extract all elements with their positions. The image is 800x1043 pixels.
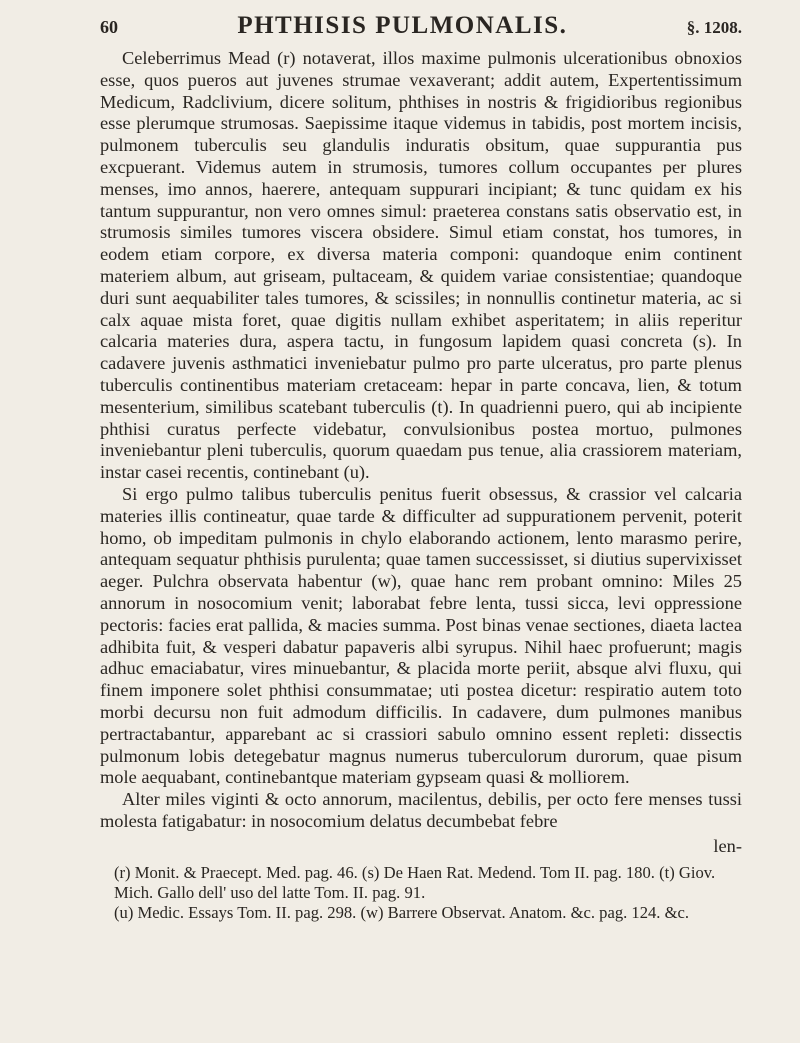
- paragraph: Alter miles viginti & octo annorum, macilentus, debilis, per octo fere menses tussi molesta fatigabatur: in nosocomium delatus decumbebat febre: [100, 789, 742, 831]
- section-number: §. 1208.: [686, 18, 742, 37]
- page-number: 60: [100, 17, 118, 37]
- page-header: [100, 12, 742, 48]
- running-title: PHTHISIS PULMONALIS.: [237, 12, 568, 39]
- footnotes: [100, 863, 742, 923]
- footnote: (r) Monit. & Praecept. Med. pag. 46. (s) De Haen Rat. Medend. Tom II. pag. 180. (t) Giov. Mich. Gallo dell' uso del latte Tom. II. pag. 91.: [114, 862, 716, 902]
- footnote: (u) Medic. Essays Tom. II. pag. 298. (w) Barrere Observat. Anatom. &c. pag. 124. &c.: [114, 902, 690, 922]
- paragraph: Celeberrimus Mead (r) notaverat, illos maxime pulmonis ulcerationibus obnoxios esse, quos pueros aut juvenes strumae vexaverant; addit autem, Expertentissimum Medicum, Radclivium, dicere solitum, phthises in nostris & frigidioribus regionibus esse plerumque strumosas. Saepissime itaque videmus in tabidis, post mortem incisis, pulmonem tuberculis seu glandulis induratis obsitum, quae suppurantia pus excpuerant. Videmus autem in strumosis, tumores collum occupantes per plures menses, imo annos, haerere, antequam suppurari incipiant; & tunc quidam ex his tantum suppurantur, non vero omnes simul: praeterea constans satis observatio est, in strumosis similes tumores viscera obsidere. Simul etiam constat, hos tumores, in eodem etiam corpore, ex diversa materia componi: quandoque enim continent materiem album, aut griseam, pultaceam, & quidem variae consistentiae; quandoque duri sunt aequabiliter tales tumores, & scissiles; in nonnullis continetur materia, ac si calx aquae mista foret, quae digitis nullam exhibet asperitatem; in aliis reperitur calcaria materies dura, aspera tactu, in fungosum lapidem quasi concreta (s). In cadavere juvenis asthmatici inveniebatur pulmo pro parte ulceratus, pro parte plenus tuberculis continentibus materiam cretaceam: hepar in parte concava, lien, & totum mesenterium, similibus scatebant tuberculis (t). In quadrienni puero, qui ab incipiente phthisi curatus perfecte videbatur, convulsionibus postea mortuo, pulmones inveniebantur pleni tuberculis, quorum quaedam pus tenue, alia crassiorem materiam, instar casei recentis, continebant (u).: [100, 48, 742, 483]
- main-text: [100, 48, 742, 833]
- catchword: len-: [713, 835, 742, 856]
- paragraph: Si ergo pulmo talibus tuberculis penitus fuerit obsessus, & crassior vel calcaria materies illis contineatur, quae tarde & difficulter ad suppurationem pervenit, poterit homo, ob impeditam pulmonis in chylo elaborando actionem, lento marasmo perire, antequam sequatur phthisis purulenta; quae tamen successisset, si diutius supervixisset aeger. Pulchra observata habentur (w), quae hanc rem probant omnino: Miles 25 annorum in nosocomium venit; laborabat febre lenta, tussi sicca, levi oppressione pectoris: facies erat pallida, & macies summa. Post binas venae sectiones, diaeta lactea adhibita fuit, & vesperi dabatur papaveris albi syrupus. Nihil haec profuerunt; magis adhuc emaciabatur, vires minuebantur, & placida morte periit, absque alvi fluxu, qui finem imponere solet phthisi consummatae; uti postea dicetur: respiratio autem toto morbi decursu non fuit admodum difficilis. In cadavere, dum pulmones manibus pertractabantur, apparebant ac si crassiori sabulo omnino essent repleti: dissectis pulmonum lobis detegebatur magnus numerus tuberculorum durorum, quae pisum mole aequabant, continebantque materiam gypseam quasi & molliorem.: [100, 483, 742, 788]
